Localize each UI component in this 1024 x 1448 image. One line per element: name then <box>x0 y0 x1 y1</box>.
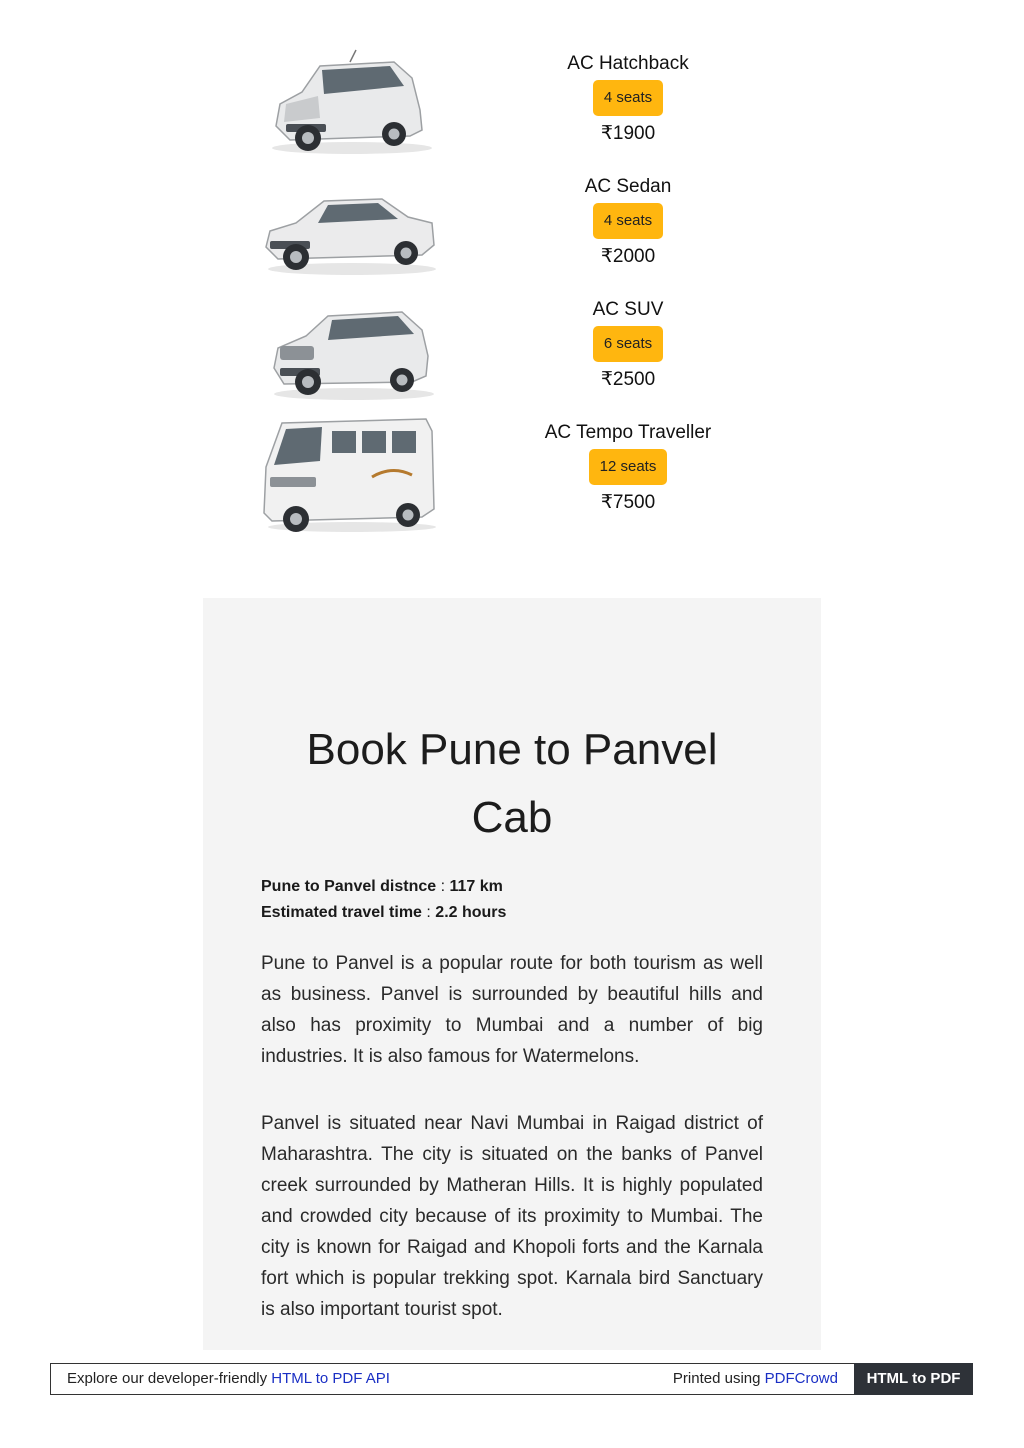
pdfcrowd-footer-bar <box>50 1363 973 1395</box>
route-description-paragraph-1: Pune to Panvel is a popular route for both tourism as well as business. Panvel is surrounded by beautiful hills and also has proximity to Mumbai and a number of big industries. It is also famous for Watermelons. <box>261 953 763 1067</box>
car-option-sedan[interactable] <box>0 171 1024 294</box>
html-to-pdf-api-link[interactable]: HTML to PDF API <box>271 1370 390 1387</box>
distance-label: Pune to Panvel distnce <box>261 878 437 895</box>
tempo-traveller-image <box>262 417 438 533</box>
car-name: AC SUV <box>592 299 664 320</box>
footer-printed-text: Printed using <box>672 1370 765 1387</box>
distance-fact <box>261 874 763 900</box>
route-info-panel <box>203 598 821 1350</box>
pdfcrowd-link[interactable]: PDFCrowd <box>764 1370 838 1387</box>
page-title <box>203 716 821 852</box>
car-option-tempo-traveller[interactable] <box>0 417 1024 540</box>
title-line-2: Cab <box>471 793 553 842</box>
car-price: ₹2500 <box>600 369 656 390</box>
hatchback-car-image <box>262 48 438 158</box>
time-separator: : <box>421 904 436 921</box>
car-price: ₹7500 <box>600 492 656 513</box>
route-facts <box>261 874 763 926</box>
car-price: ₹1900 <box>600 123 656 144</box>
footer-printed-using <box>673 1364 838 1394</box>
time-fact <box>261 900 763 926</box>
seats-badge: 4 seats <box>593 203 663 239</box>
distance-value: 117 km <box>449 878 503 895</box>
car-option-suv[interactable] <box>0 294 1024 417</box>
suv-car-image <box>262 294 438 404</box>
car-price: ₹2000 <box>600 246 656 267</box>
car-name: AC Hatchback <box>567 53 689 74</box>
seats-badge: 6 seats <box>593 326 663 362</box>
seats-badge: 4 seats <box>593 80 663 116</box>
time-label: Estimated travel time <box>261 904 422 921</box>
car-name: AC Tempo Traveller <box>544 422 712 443</box>
route-description-paragraph-2: Panvel is situated near Navi Mumbai in Raigad district of Maharashtra. The city is situated on the banks of Panvel creek surrounded by Matheran Hills. It is highly populated and crowded city because of its proximity to Mumbai. The city is known for Raigad and Khopoli forts and the Karnala fort which is popular trekking spot. Karnala bird Sanctuary is also important tourist spot. <box>261 1113 763 1320</box>
car-option-hatchback[interactable] <box>0 48 1024 171</box>
footer-left-text <box>67 1364 390 1394</box>
footer-explore-text: Explore our developer-friendly <box>67 1370 272 1387</box>
time-value: 2.2 hours <box>435 904 507 921</box>
seats-badge: 12 seats <box>589 449 668 485</box>
title-line-1: Book Pune to Panvel <box>306 725 718 774</box>
car-name: AC Sedan <box>584 176 672 197</box>
sedan-car-image <box>262 171 438 281</box>
html-to-pdf-button[interactable]: HTML to PDF <box>854 1363 973 1395</box>
distance-separator: : <box>436 878 450 895</box>
